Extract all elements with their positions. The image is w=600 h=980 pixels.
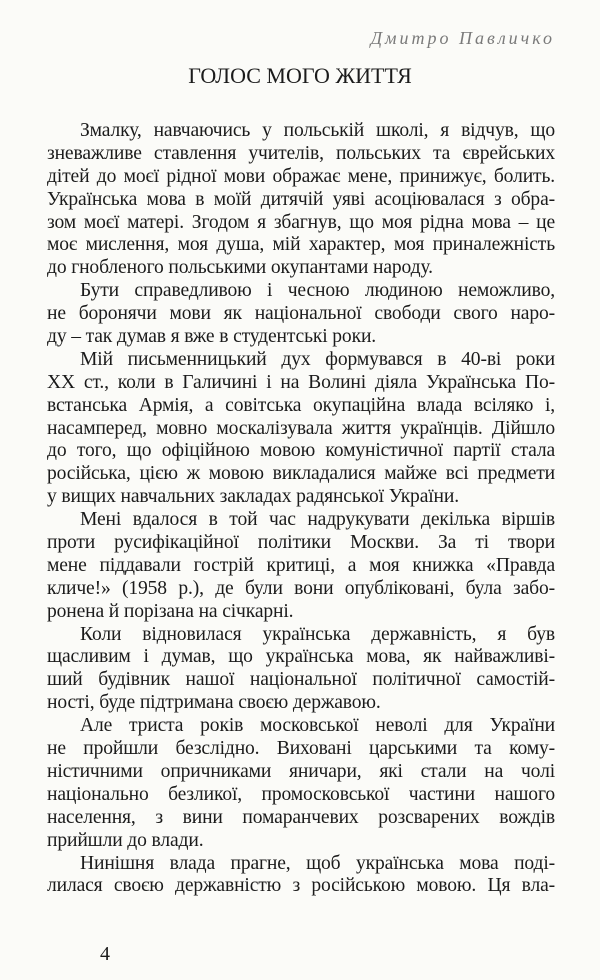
text-line: щасливим і думав, що українська мова, як найважливі- xyxy=(47,646,555,668)
text-line: прийшли до влади. xyxy=(47,829,204,851)
paragraph xyxy=(47,120,555,280)
text-line: ронена й порізана на січкарні. xyxy=(47,600,294,622)
text-line: XX ст., коли в Галичині і на Волині діяла Українська По- xyxy=(47,371,555,393)
text-line: у вищих навчальних закладах радянської України. xyxy=(47,486,459,508)
text-line: зневажливе ставлення учителів, польських та єврейських xyxy=(47,142,555,164)
text-line: проти русифікаційної політики Москви. За ті твори xyxy=(47,532,555,554)
text-line: Але триста років московської неволі для України xyxy=(80,715,555,737)
paragraph xyxy=(47,280,555,349)
text-line: дітей до моєї рідної мови ображає мене, принижує, болить. xyxy=(47,165,555,187)
text-line: Нинішня влада прагне, щоб українська мова поді- xyxy=(80,852,555,874)
paragraph xyxy=(47,715,555,852)
paragraph xyxy=(47,853,555,899)
chapter-title: ГОЛОС МОГО ЖИТТЯ xyxy=(188,63,412,88)
paragraph xyxy=(47,509,555,623)
page-number: 4 xyxy=(100,943,110,965)
text-line: моє мислення, моя душа, мій характер, моя приналежність xyxy=(47,234,555,256)
text-line: Бути справедливою і чесною людиною неможливо, xyxy=(80,280,555,302)
text-line: зом моєї матері. Згодом я збагнув, що моя рідна мова – це xyxy=(47,211,555,233)
running-head-author: Дмитро Павличко xyxy=(370,28,555,48)
body-text xyxy=(47,120,555,898)
text-line: ністичними опричниками яничари, які стали на чолі xyxy=(47,760,555,782)
text-line: лилася своєю державністю з російською мовою. Ця вла- xyxy=(47,875,555,897)
text-line: мене піддавали гострій критиці, а моя книжка «Правда xyxy=(47,554,555,576)
paragraph xyxy=(47,624,555,716)
text-line: ший будівник нашої національної політичної самостій- xyxy=(47,669,555,691)
text-line: до того, що офіційною мовою комуністичної партії стала xyxy=(47,440,555,462)
text-line: національно безликої, промосковської частини нашого xyxy=(47,783,555,805)
text-line: Мій письменницький дух формувався в 40-ві роки xyxy=(80,348,555,370)
text-line: до гнобленого польськими окупантами народу. xyxy=(47,257,433,279)
text-line: насамперед, мовно москалізувала життя українців. Дійшло xyxy=(47,417,555,439)
text-line: російська, цією ж мовою викладалися майже всі предмети xyxy=(47,463,555,485)
text-line: населення, з вини помаранчевих розсварених вождів xyxy=(47,806,555,828)
text-line: Змалку, навчаючись у польській школі, я відчув, що xyxy=(80,120,555,141)
text-line: Коли відновилася українська державність, я був xyxy=(80,623,555,645)
paragraph xyxy=(47,349,555,509)
text-line: ду – так думав я вже в студентські роки. xyxy=(47,326,377,348)
text-line: Мені вдалося в той час надрукувати декілька віршів xyxy=(80,509,555,531)
text-line: Українська мова в моїй дитячій уяві асоціювалася з обра- xyxy=(47,188,555,210)
text-line: не пройшли безслідно. Виховані царськими та кому- xyxy=(47,738,555,760)
text-line: встанська Армія, а совітська окупаційна влада всіляко і, xyxy=(47,394,555,416)
text-line: ності, буде підтримана своєю державою. xyxy=(47,692,381,714)
text-line: кличе!» (1958 р.), де були вони опубліковані, була забо- xyxy=(47,577,555,599)
text-line: не боронячи мови як національної свободи свого наро- xyxy=(47,303,555,325)
